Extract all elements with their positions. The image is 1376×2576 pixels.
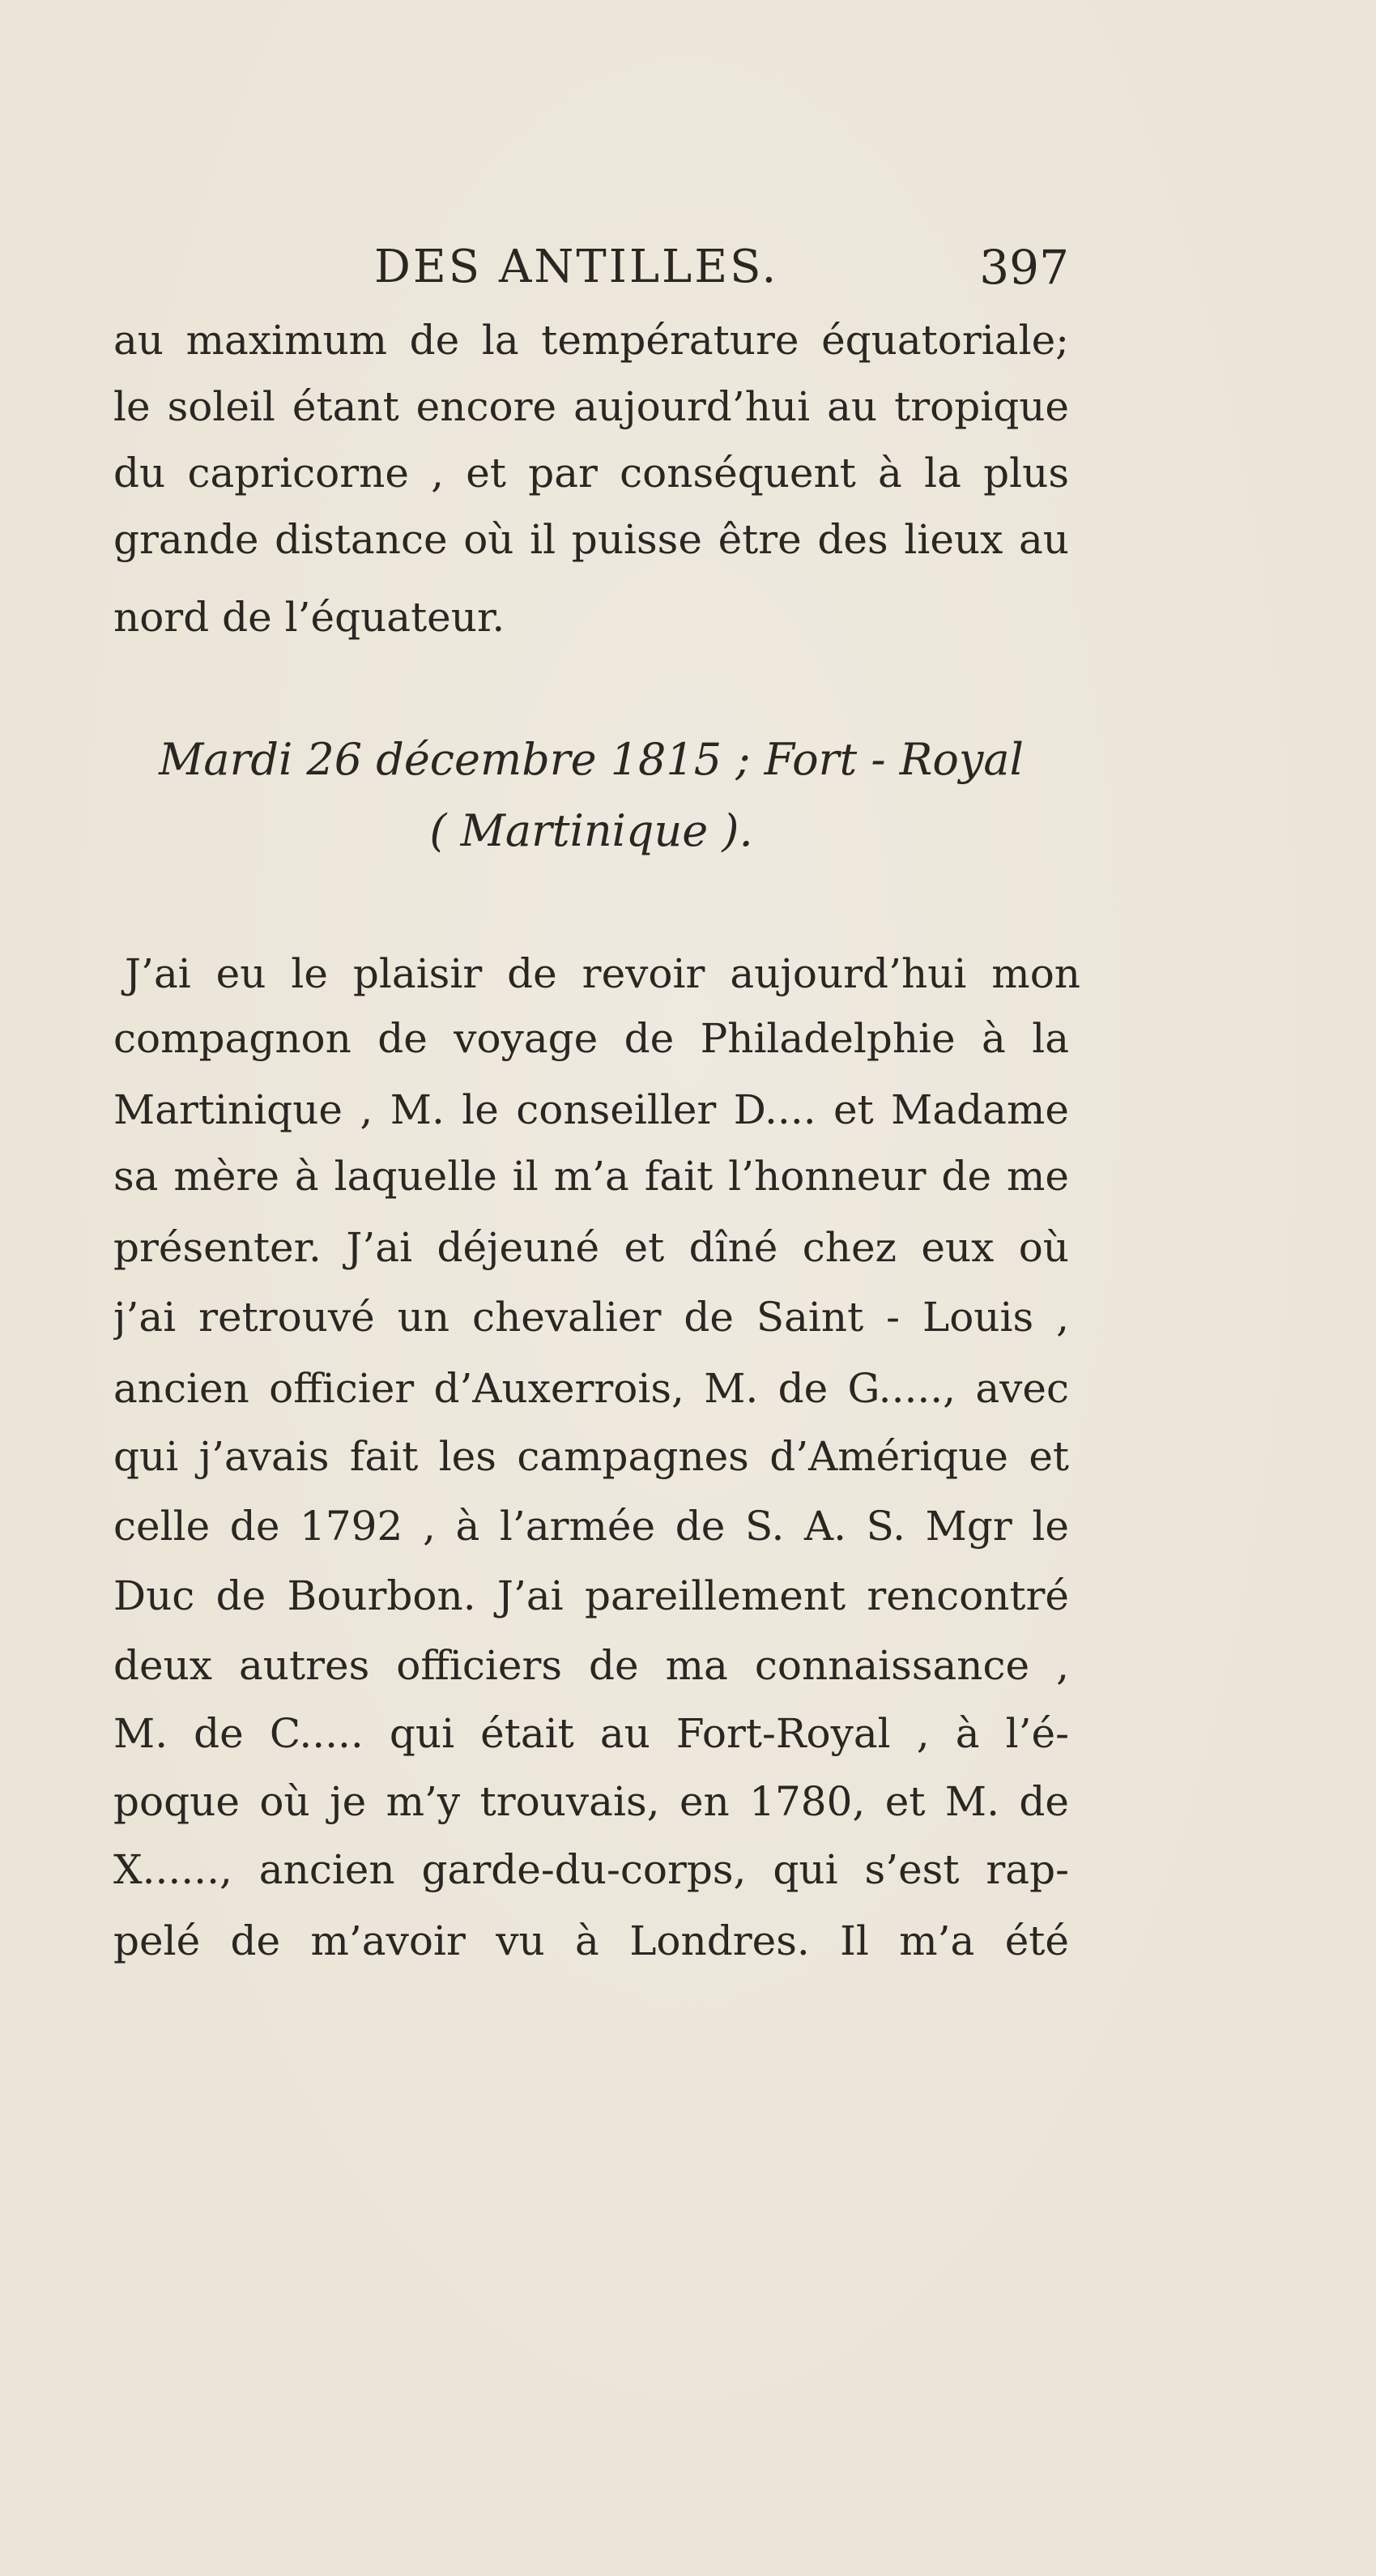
running-head (113, 235, 1069, 300)
text-line: Martinique , M. le conseiller D.... et Madame (113, 1086, 1069, 1133)
entry-heading-date: Mardi 26 décembre 1815 ; Fort - Royal (159, 734, 1024, 785)
text-line: j’ai retrouvé un chevalier de Saint - Louis , (113, 1294, 1069, 1341)
text-line: au maximum de la température équatoriale; (113, 317, 1069, 364)
text-line: M. de C..... qui était au Fort-Royal , à l’é- (113, 1710, 1069, 1757)
text-line: le soleil étant encore aujourd’hui au tropique (113, 383, 1069, 430)
text-line: poque où je m’y trouvais, en 1780, et M. de (113, 1778, 1069, 1825)
text-line: grande distance où il puisse être des lieux au (113, 516, 1069, 563)
text-line: celle de 1792 , à l’armée de S. A. S. Mgr le (113, 1503, 1069, 1550)
entry-heading-place: ( Martinique ). (429, 805, 753, 856)
text-line: X......, ancien garde-du-corps, qui s’est rap- (113, 1846, 1069, 1893)
page-number: 397 (979, 240, 1069, 295)
text-line: pelé de m’avoir vu à Londres. Il m’a été (113, 1917, 1069, 1964)
text-line: présenter. J’ai déjeuné et dîné chez eux où (113, 1224, 1069, 1271)
text-line: Duc de Bourbon. J’ai pareillement rencontré (113, 1572, 1069, 1619)
text-line: ancien officier d’Auxerrois, M. de G....., avec (113, 1365, 1069, 1412)
text-line: qui j’avais fait les campagnes d’Amérique et (113, 1433, 1069, 1480)
text-line: compagnon de voyage de Philadelphie à la (113, 1015, 1069, 1062)
running-title: DES ANTILLES. (374, 241, 779, 293)
text-line: sa mère à laquelle il m’a fait l’honneur de me (113, 1153, 1069, 1200)
text-line: J’ai eu le plaisir de revoir aujourd’hui mon (125, 950, 1080, 997)
text-line: deux autres officiers de ma connaissance , (113, 1642, 1069, 1689)
text-line: du capricorne , et par conséquent à la plus (113, 450, 1069, 497)
text-line: nord de l’équateur. (113, 594, 505, 641)
